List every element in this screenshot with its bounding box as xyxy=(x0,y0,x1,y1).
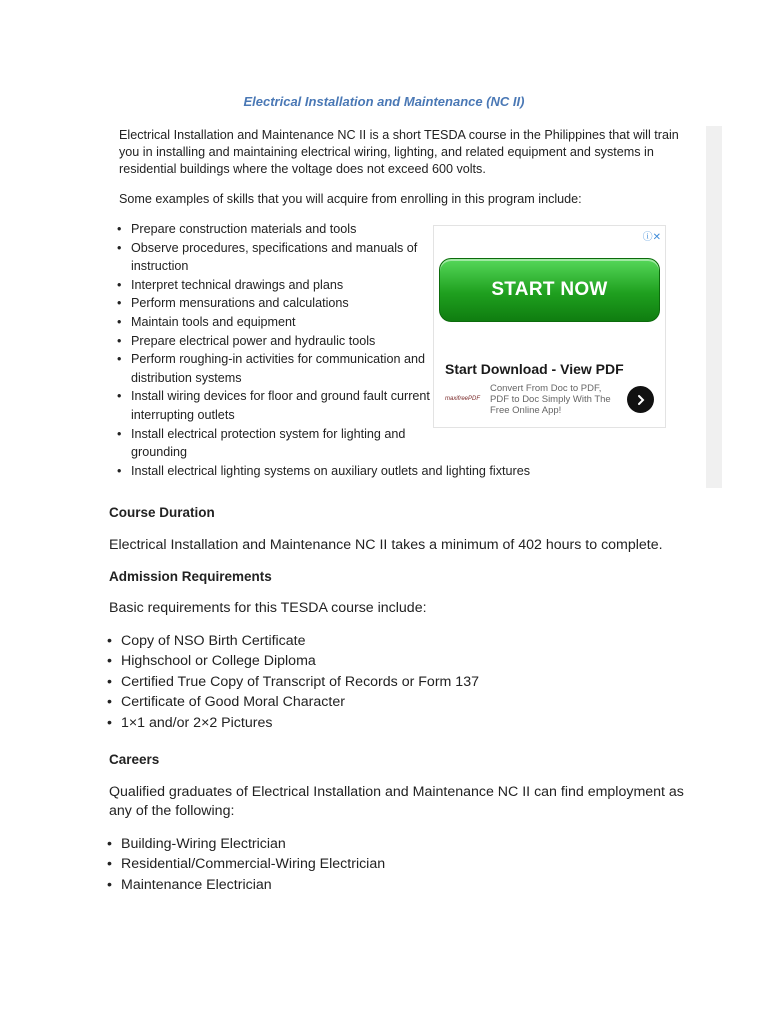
chevron-right-icon[interactable] xyxy=(627,386,654,413)
admission-heading: Admission Requirements xyxy=(109,569,272,584)
list-item: • Install wiring devices for floor and ground fault current interrupting outlets xyxy=(117,387,437,424)
skills-intro: Some examples of skills that you will acquire from enrolling in this program include: xyxy=(119,192,582,206)
list-item: • Perform mensurations and calculations xyxy=(117,294,437,313)
ad-description: Convert From Doc to PDF, PDF to Doc Simply With The Free Online App! xyxy=(490,383,611,416)
ad-headline[interactable]: Start Download - View PDF xyxy=(445,361,624,377)
list-item: • Highschool or College Diploma xyxy=(107,651,607,671)
list-item: • Maintain tools and equipment xyxy=(117,313,437,332)
list-item: • Observe procedures, specifications and manuals of instruction xyxy=(117,239,437,276)
list-item: • 1×1 and/or 2×2 Pictures xyxy=(107,713,607,733)
careers-intro: Qualified graduates of Electrical Installation and Maintenance NC II can find employment as any of the following: xyxy=(109,784,684,819)
page-title: Electrical Installation and Maintenance (NC II) xyxy=(243,94,525,109)
list-item: • Perform roughing-in activities for communication and distribution systems xyxy=(117,350,437,387)
ad-choices-icon[interactable]: ⓘ✕ xyxy=(642,232,661,243)
start-now-button[interactable]: START NOW xyxy=(439,258,660,322)
list-item: • Certified True Copy of Transcript of Records or Form 137 xyxy=(107,672,607,692)
list-item: • Residential/Commercial-Wiring Electrician xyxy=(107,854,607,874)
list-item: • Building-Wiring Electrician xyxy=(107,834,607,854)
list-item: • Interpret technical drawings and plans xyxy=(117,276,437,295)
admission-list xyxy=(107,631,607,733)
list-item: • Maintenance Electrician xyxy=(107,875,607,895)
list-item: • Certificate of Good Moral Character xyxy=(107,692,607,712)
list-item: • Copy of NSO Birth Certificate xyxy=(107,631,607,651)
ad-logo: maxifreePDF xyxy=(445,396,481,402)
list-item: • Prepare construction materials and tools xyxy=(117,220,437,239)
list-item: • Install electrical protection system for lighting and grounding xyxy=(117,425,437,462)
intro-paragraph: Electrical Installation and Maintenance NC II is a short TESDA course in the Philippines that will train you in installing and maintaining electrical wiring, lighting, and related equipment and systems in residential buildings where the voltage does not exceed 600 volts. xyxy=(119,128,679,176)
sidebar-strip xyxy=(706,126,722,488)
course-duration-text: Electrical Installation and Maintenance NC II takes a minimum of 402 hours to complete. xyxy=(109,537,663,553)
careers-list xyxy=(107,834,607,895)
course-duration-heading: Course Duration xyxy=(109,505,215,520)
advertisement[interactable] xyxy=(433,225,666,428)
admission-intro: Basic requirements for this TESDA course include: xyxy=(109,600,427,616)
careers-heading: Careers xyxy=(109,752,160,767)
list-item: • Prepare electrical power and hydraulic tools xyxy=(117,332,437,351)
list-item: • Install electrical lighting systems on auxiliary outlets and lighting fixtures xyxy=(117,462,601,481)
